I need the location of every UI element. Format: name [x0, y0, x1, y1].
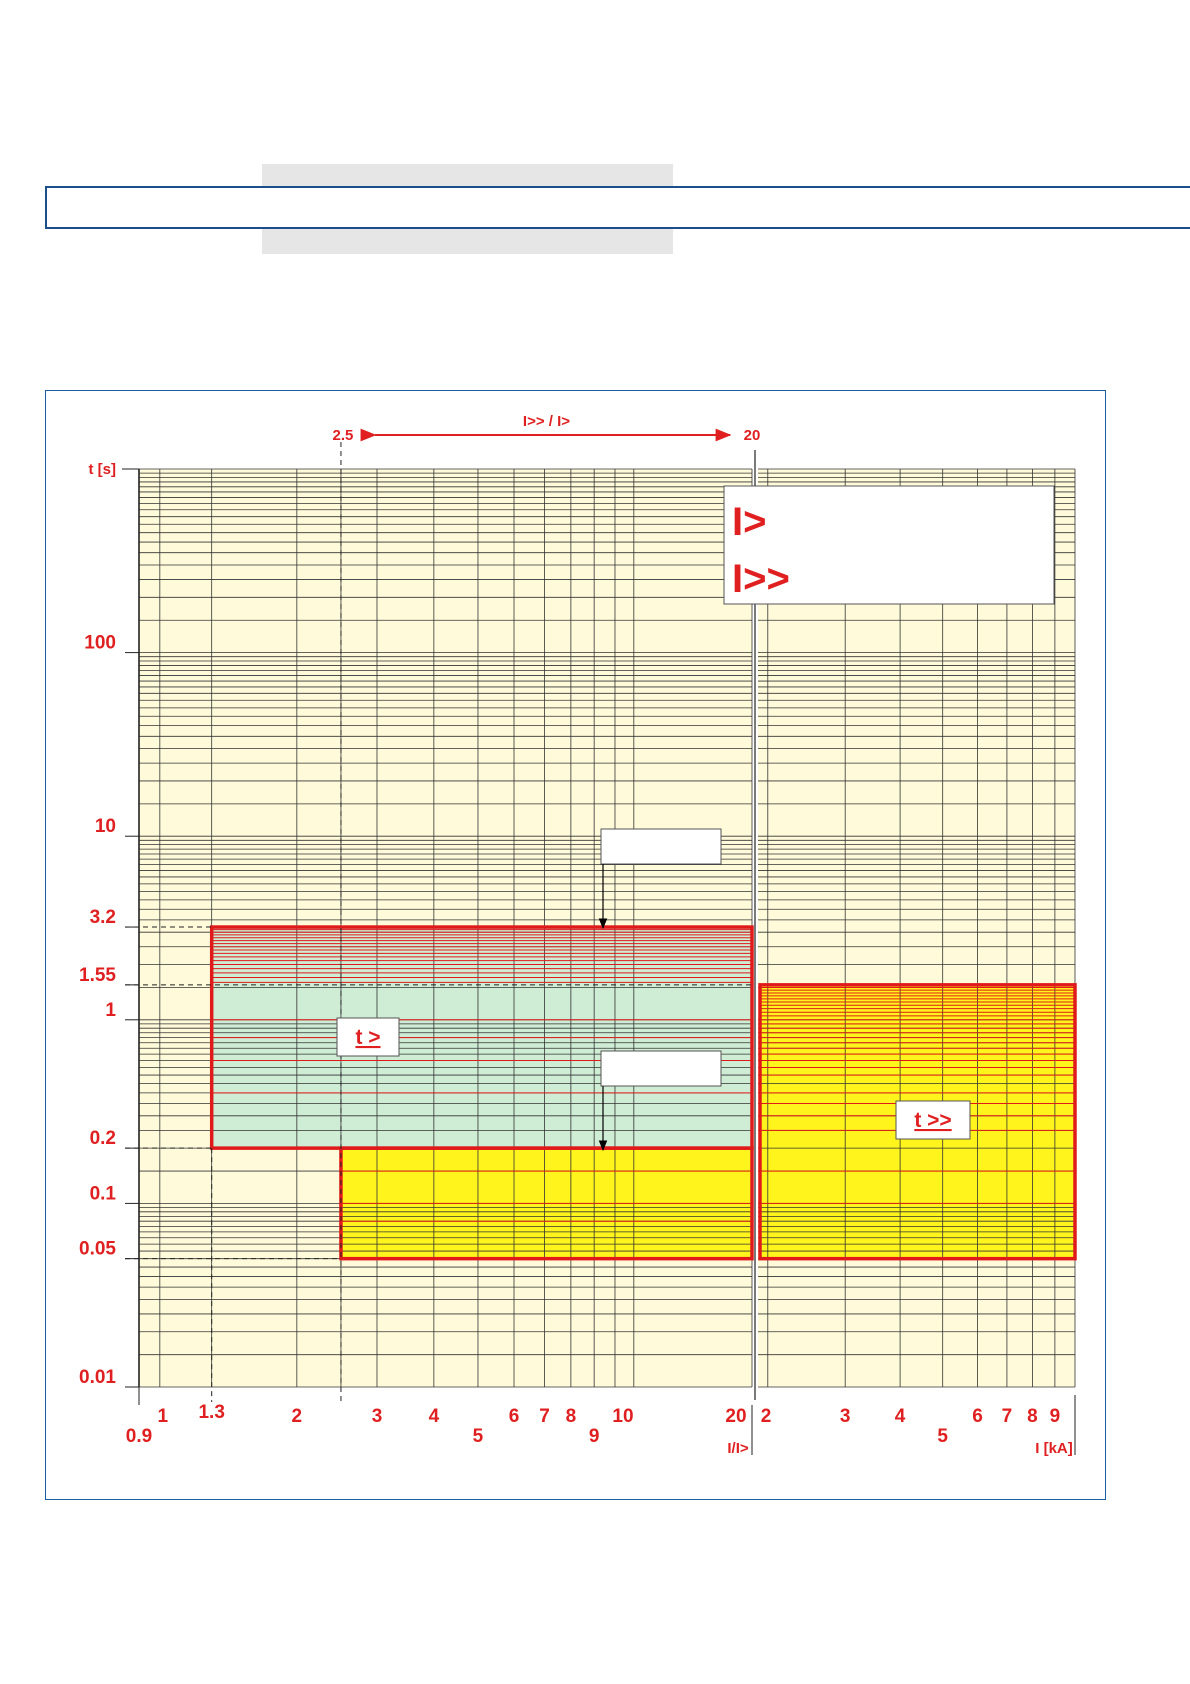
x-axis-label-right: I [kA] — [1035, 1440, 1073, 1457]
x-tick-label-left: 10 — [612, 1406, 634, 1427]
y-tick-label: 10 — [94, 816, 116, 838]
x-tick-label-left: 20 — [725, 1406, 747, 1427]
annotation-box — [601, 1051, 721, 1086]
x-axis-label-left: I/I> — [727, 1440, 749, 1457]
x-tick-label-right: 4 — [894, 1406, 906, 1427]
x-tick-label-left: 9 — [588, 1426, 600, 1447]
y-tick-label: 3.2 — [89, 907, 116, 929]
x-tick-label-right: 7 — [1001, 1406, 1013, 1427]
annotation-box — [601, 829, 721, 864]
region-label: t > — [355, 1026, 381, 1049]
legend-item-i: I> — [732, 500, 767, 544]
x-tick-label-right: 2 — [760, 1406, 772, 1427]
y-tick-label: 0.2 — [89, 1128, 116, 1150]
y-axis-label: t [s] — [88, 461, 116, 478]
x-tick-label-left: 3 — [371, 1406, 383, 1427]
region-label: t >> — [914, 1109, 952, 1132]
y-tick-label: 100 — [84, 632, 116, 654]
x-tick-label-left: 7 — [539, 1406, 550, 1427]
x-tick-label-right: 8 — [1027, 1406, 1038, 1427]
x-tick-label-right: 3 — [839, 1406, 851, 1427]
x-tick-label-right: 9 — [1049, 1406, 1061, 1427]
y-tick-label: 1 — [105, 999, 116, 1021]
y-tick-label: 0.1 — [89, 1183, 116, 1205]
range-label: I>> / I> — [522, 413, 571, 430]
x-tick-label-left: 1.3 — [198, 1402, 225, 1423]
x-tick-label-left: 4 — [428, 1406, 440, 1427]
x-tick-label-left: 1 — [157, 1406, 169, 1427]
range-end-label: 20 — [743, 427, 761, 444]
x-tick-label-left: 6 — [508, 1406, 520, 1427]
y-tick-label: 1.55 — [79, 964, 116, 986]
range-start-label: 2.5 — [332, 427, 354, 444]
x-tick-label-right: 5 — [937, 1426, 948, 1447]
y-tick-label: 0.05 — [79, 1238, 116, 1260]
x-tick-label-right: 6 — [972, 1406, 983, 1427]
x-tick-label-left: 2 — [291, 1406, 303, 1427]
y-tick-label: 0.01 — [79, 1367, 116, 1388]
x-tick-label-left: 8 — [565, 1406, 577, 1427]
legend-item-ii: I>> — [732, 557, 790, 601]
x-tick-label-left: 0.9 — [125, 1426, 153, 1447]
x-tick-label-left: 5 — [472, 1426, 484, 1447]
